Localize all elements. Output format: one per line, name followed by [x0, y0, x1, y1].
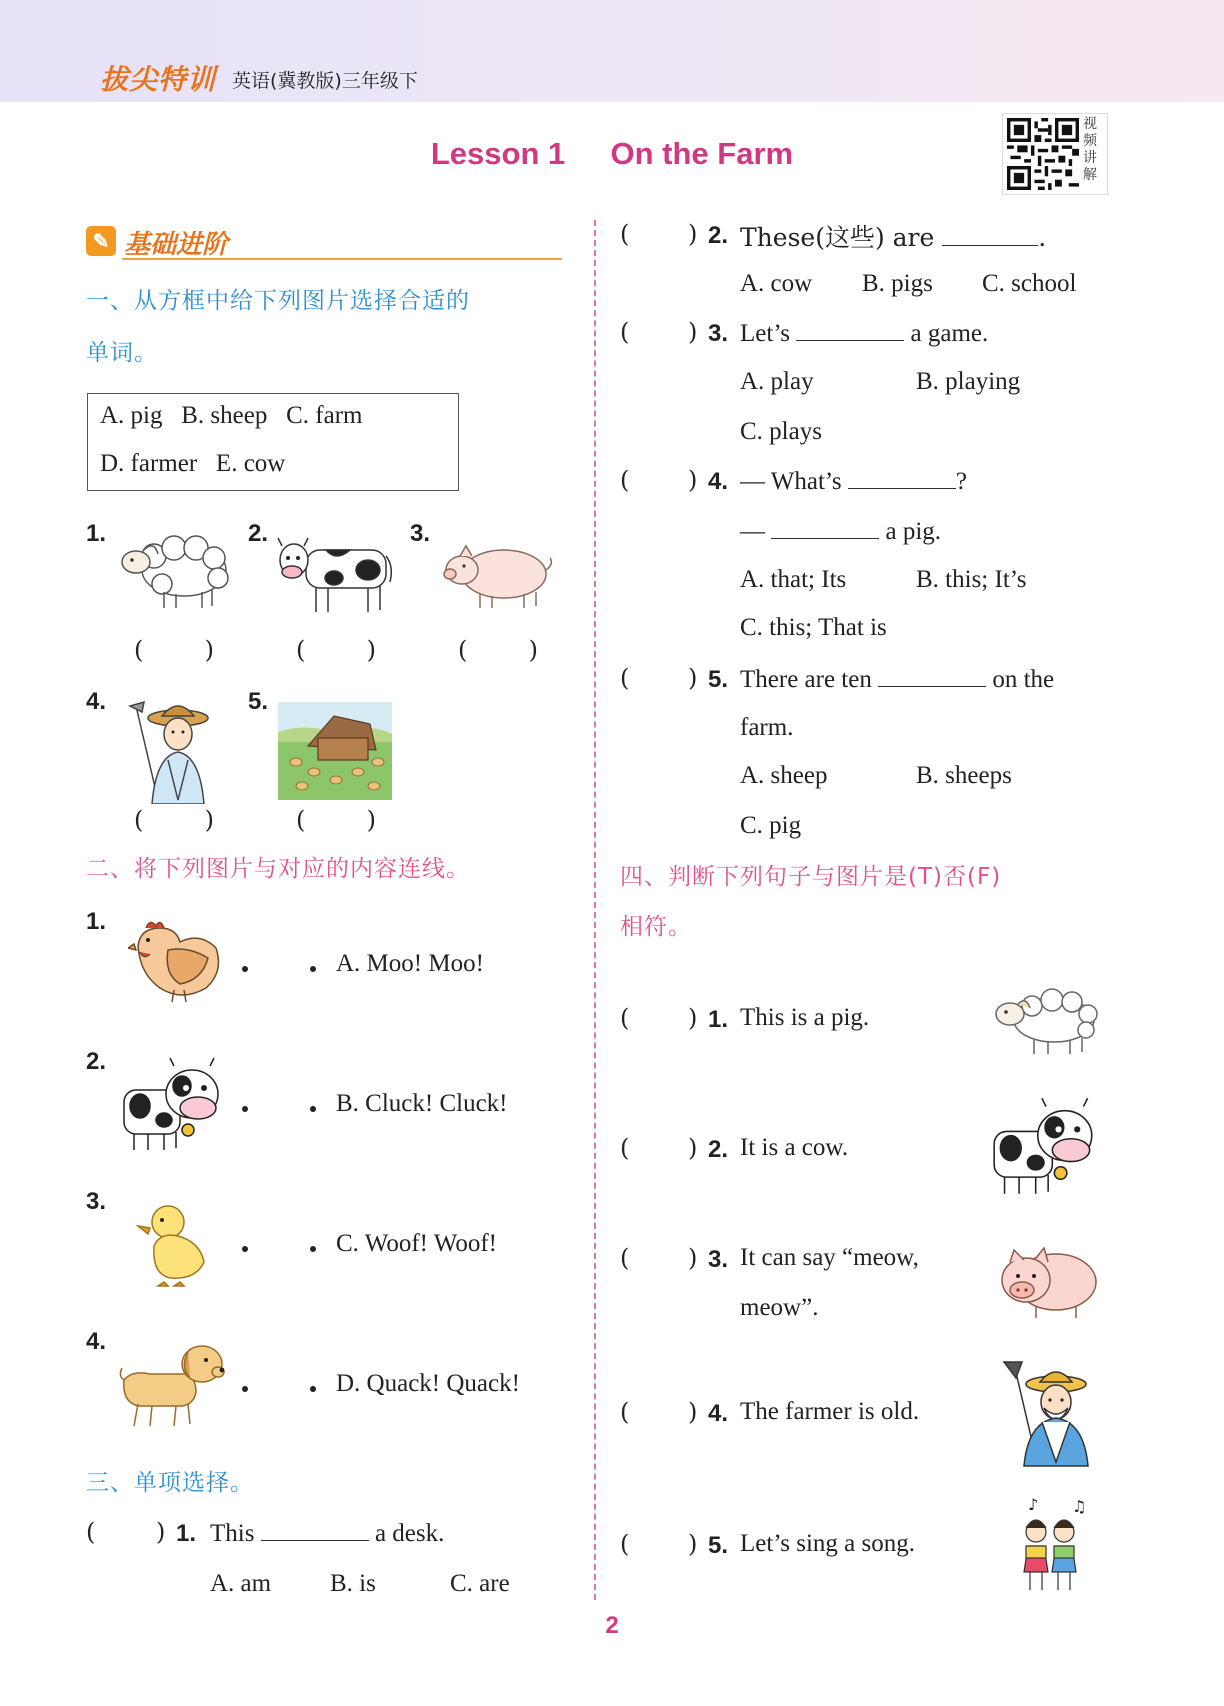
music-note-icon-2: ♫ — [1072, 1497, 1087, 1516]
p2-dot-right-C[interactable] — [310, 1246, 316, 1252]
p2-dot-left-2[interactable] — [242, 1106, 248, 1112]
p2-dot-right-B[interactable] — [310, 1106, 316, 1112]
p3-q4-line2-pre: — — [740, 518, 765, 545]
p3-q1-text — [210, 1518, 444, 1548]
lesson-number: Lesson 1 — [430, 136, 566, 171]
section-underline — [122, 258, 562, 260]
p4-q3-paren-close[interactable]: ) — [688, 1244, 698, 1272]
p1-answer-3[interactable]: ( ) — [458, 636, 538, 664]
pen-icon: ✎ — [86, 226, 116, 256]
p1-item-5-number: 5. — [248, 688, 269, 715]
p2-item-4-number: 4. — [86, 1328, 107, 1355]
p3-q2-paren-close[interactable]: ) — [688, 220, 698, 248]
p3-q2-option-c: C. school — [982, 270, 1077, 297]
p2-option-B: B. Cluck! Cluck! — [336, 1090, 508, 1117]
p3-q5-pre: There are ten — [740, 666, 872, 693]
part4-heading-line2: 相符。 — [620, 914, 692, 940]
p3-q5-blank[interactable] — [878, 664, 986, 687]
p3-q1-paren-close[interactable]: ) — [156, 1518, 166, 1546]
p3-q5-paren-open[interactable]: ( — [620, 664, 630, 692]
p2-option-D: D. Quack! Quack! — [336, 1370, 520, 1397]
farm-picture — [278, 702, 392, 800]
p1-item-3-number: 3. — [410, 520, 431, 547]
p4-q3-text: It can say “meow, — [740, 1244, 919, 1271]
column-divider — [594, 220, 596, 1600]
p4-q2-text: It is a cow. — [740, 1134, 849, 1161]
p3-q1-option-c: C. are — [450, 1570, 510, 1597]
p3-q5-text — [740, 664, 1054, 694]
section-title: 基础进阶 — [124, 230, 229, 260]
part1-heading-line2: 单词。 — [86, 340, 158, 366]
cow-cartoon-picture — [120, 1056, 224, 1152]
p2-dot-left-1[interactable] — [242, 966, 248, 972]
p4-q1-number: 1. — [708, 1006, 729, 1033]
p4-q5-text: Let’s sing a song. — [740, 1530, 915, 1557]
p1-item-1-number: 1. — [86, 520, 107, 547]
part2-heading: 二、将下列图片与对应的内容连线。 — [86, 856, 470, 882]
sheep-picture — [114, 526, 234, 610]
p2-dot-right-D[interactable] — [310, 1386, 316, 1392]
word-box — [87, 393, 459, 491]
p4-q2-paren-open[interactable]: ( — [620, 1134, 630, 1162]
qr-code-box[interactable] — [1002, 113, 1108, 195]
p3-q3-text — [740, 318, 988, 348]
p1-answer-2[interactable]: ( ) — [296, 636, 376, 664]
p4-q3-paren-open[interactable]: ( — [620, 1244, 630, 1272]
p3-q1-paren-open[interactable]: ( — [86, 1518, 96, 1546]
p4-q1-paren-close[interactable]: ) — [688, 1004, 698, 1032]
p4-pig-picture — [996, 1244, 1100, 1320]
p3-q4-line1 — [740, 466, 967, 496]
p4-q1-text: This is a pig. — [740, 1004, 870, 1031]
p4-farmer-picture — [1000, 1360, 1092, 1468]
music-note-icon: ♪ — [1028, 1496, 1039, 1514]
p2-dot-left-3[interactable] — [242, 1246, 248, 1252]
p3-q4-option-c: C. this; That is — [740, 614, 887, 641]
p3-q4-number: 4. — [708, 468, 729, 495]
duckling-picture — [136, 1200, 212, 1288]
qr-code-icon — [1007, 118, 1079, 190]
lesson-name: On the Farm — [610, 136, 794, 171]
p3-q5-post: on the — [992, 666, 1055, 693]
p4-q1-paren-open[interactable]: ( — [620, 1004, 630, 1032]
part1-heading-line1: 一、从方框中给下列图片选择合适的 — [86, 288, 470, 314]
p3-q5-paren-close[interactable]: ) — [688, 664, 698, 692]
p3-q4-blank1[interactable] — [848, 466, 956, 489]
p3-q5-line2: farm. — [740, 714, 794, 741]
p3-q2-post: . — [1038, 223, 1047, 252]
section-heading — [86, 222, 570, 262]
book-subject: 英语(冀教版)三年级下 — [232, 70, 418, 92]
p4-q3-text2: meow”. — [740, 1294, 819, 1321]
p3-q2-paren-open[interactable]: ( — [620, 220, 630, 248]
p3-q4-option-a: A. that; Its — [740, 566, 847, 593]
p3-q2-blank[interactable] — [942, 223, 1038, 246]
p3-q5-option-a: A. sheep — [740, 762, 828, 789]
p4-q4-number: 4. — [708, 1400, 729, 1427]
part4-heading-line1: 四、判断下列句子与图片是(T)否(F) — [620, 864, 1002, 890]
p4-singing-children-picture — [1008, 1496, 1092, 1594]
p3-q3-paren-close[interactable]: ) — [688, 318, 698, 346]
qr-label: 视频讲解 — [1083, 116, 1097, 183]
p3-q3-option-c: C. plays — [740, 418, 822, 445]
cow-picture — [276, 532, 396, 616]
p1-answer-4[interactable]: ( ) — [134, 806, 214, 834]
p3-q1-number: 1. — [176, 1520, 197, 1547]
p3-q2-option-a: A. cow — [740, 270, 813, 297]
p3-q5-option-c: C. pig — [740, 812, 802, 839]
p3-q4-paren-close[interactable]: ) — [688, 466, 698, 494]
page-number: 2 — [605, 1612, 619, 1639]
p3-q4-paren-open[interactable]: ( — [620, 466, 630, 494]
p3-q2-pre: These(这些) are — [740, 223, 935, 252]
p3-q3-option-a: A. play — [740, 368, 814, 395]
p3-q4-blank2[interactable] — [771, 516, 879, 539]
p4-cow-picture — [990, 1094, 1098, 1198]
p3-q1-blank[interactable] — [261, 1518, 369, 1541]
p3-q3-post: a game. — [910, 320, 989, 347]
p3-q1-option-a: A. am — [210, 1570, 272, 1597]
p3-q1-option-b: B. is — [330, 1570, 376, 1597]
p4-q2-number: 2. — [708, 1136, 729, 1163]
p3-q2-text — [740, 218, 1046, 254]
p3-q3-pre: Let’s — [740, 320, 790, 347]
part3-heading: 三、单项选择。 — [86, 1470, 254, 1496]
p3-q4-line2-post: a pig. — [885, 518, 942, 545]
p4-q4-text: The farmer is old. — [740, 1398, 920, 1425]
p1-item-2-number: 2. — [248, 520, 269, 547]
hen-picture — [128, 914, 224, 1004]
p4-q3-number: 3. — [708, 1246, 729, 1273]
p4-q5-paren-open[interactable]: ( — [620, 1530, 630, 1558]
dog-picture — [118, 1340, 228, 1428]
brand-logo: 拔尖特训 — [100, 64, 217, 95]
p3-q4-line1-post: ? — [955, 468, 967, 495]
word-box-line1: A. pig B. sheep C. farm — [100, 402, 363, 429]
p2-item-3-number: 3. — [86, 1188, 107, 1215]
p1-answer-5[interactable]: ( ) — [296, 806, 376, 834]
p3-q3-option-b: B. playing — [916, 368, 1021, 395]
p3-q4-option-b: B. this; It’s — [916, 566, 1027, 593]
p4-sheep-picture — [992, 984, 1100, 1056]
p2-item-2-number: 2. — [86, 1048, 107, 1075]
p3-q3-number: 3. — [708, 320, 729, 347]
p4-q2-paren-close[interactable]: ) — [688, 1134, 698, 1162]
p3-q3-paren-open[interactable]: ( — [620, 318, 630, 346]
p3-q2-number: 2. — [708, 222, 729, 249]
p3-q4-line2 — [740, 516, 941, 546]
p3-q1-pre: This — [210, 1520, 255, 1547]
p3-q2-option-b: B. pigs — [862, 270, 933, 297]
p2-dot-left-4[interactable] — [242, 1386, 248, 1392]
farmer-picture — [128, 700, 220, 804]
p3-q3-blank[interactable] — [796, 318, 904, 341]
p2-option-C: C. Woof! Woof! — [336, 1230, 498, 1257]
p4-q5-number: 5. — [708, 1532, 729, 1559]
p3-q5-option-b: B. sheeps — [916, 762, 1012, 789]
p1-item-4-number: 4. — [86, 688, 107, 715]
word-box-line2: D. farmer E. cow — [100, 450, 286, 477]
p2-item-1-number: 1. — [86, 908, 107, 935]
p1-answer-1[interactable]: ( ) — [134, 636, 214, 664]
p4-q4-paren-open[interactable]: ( — [620, 1398, 630, 1426]
pig-picture — [440, 540, 556, 610]
p4-q5-paren-close[interactable]: ) — [688, 1530, 698, 1558]
p3-q1-post: a desk. — [374, 1520, 445, 1547]
p4-q4-paren-close[interactable]: ) — [688, 1398, 698, 1426]
p2-option-A: A. Moo! Moo! — [336, 950, 484, 977]
p3-q5-number: 5. — [708, 666, 729, 693]
p3-q4-line1-pre: — What’s — [740, 468, 842, 495]
p2-dot-right-A[interactable] — [310, 966, 316, 972]
